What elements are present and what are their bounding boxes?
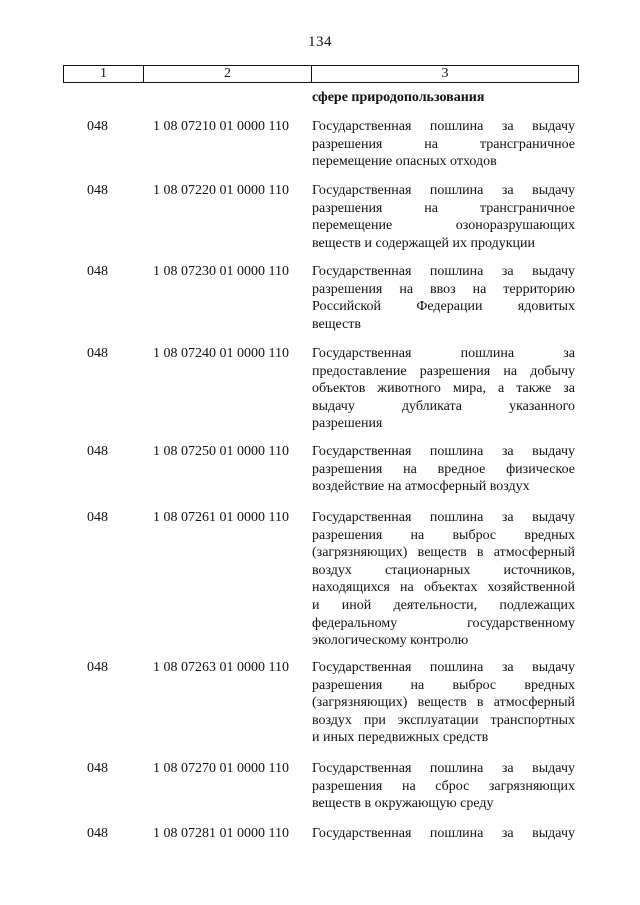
budget-classification-code: 1 08 07220 01 0000 110 — [153, 183, 289, 198]
description-line: перемещение озоноразрушающих — [312, 218, 575, 234]
description-line: перемещение опасных отходов — [312, 154, 497, 170]
description-line: веществ в окружающую среду — [312, 796, 494, 812]
description-line: объектов животного мира, а также за — [312, 381, 575, 397]
budget-classification-code: 1 08 07263 01 0000 110 — [153, 660, 289, 675]
admin-code: 048 — [87, 119, 108, 134]
description-line: разрешения на ввоз на территорию — [312, 281, 575, 297]
admin-code: 048 — [87, 444, 108, 459]
description-line: Государственная пошлина за выдачу — [312, 119, 575, 134]
description-line: Российской Федерации ядовитых — [312, 299, 575, 315]
description-line: Государственная пошлина за выдачу — [312, 826, 575, 841]
admin-code: 048 — [87, 660, 108, 675]
page-number: 134 — [308, 34, 332, 50]
description-line: разрешения — [312, 416, 383, 432]
admin-code: 048 — [87, 183, 108, 198]
description-line: разрешения на трансграничное — [312, 200, 575, 216]
admin-code: 048 — [87, 826, 108, 841]
description-line: (загрязняющих) веществ в атмосферный — [312, 695, 575, 711]
description-line: Государственная пошлина за выдачу — [312, 444, 575, 459]
income-description — [312, 509, 575, 650]
admin-code: 048 — [87, 346, 108, 361]
description-line: Государственная пошлина за выдачу — [312, 264, 575, 279]
description-line: выдачу дубликата указанного — [312, 398, 575, 414]
budget-classification-code: 1 08 07230 01 0000 110 — [153, 264, 289, 279]
continuation-text: сфере природопользования — [312, 90, 485, 105]
description-line: Государственная пошлина за выдачу — [312, 510, 575, 525]
income-description — [312, 443, 575, 496]
description-line: экологическому контролю — [312, 633, 469, 649]
income-description — [312, 118, 575, 171]
income-description — [312, 263, 575, 333]
description-line: Государственная пошлина за — [312, 346, 575, 361]
description-line: веществ и содержащей их продукции — [312, 235, 536, 251]
description-line: разрешения на трансграничное — [312, 136, 575, 152]
table-header — [63, 65, 579, 83]
income-description — [312, 659, 575, 747]
budget-classification-code: 1 08 07261 01 0000 110 — [153, 510, 289, 525]
description-line: разрешения на выброс вредных — [312, 677, 575, 693]
description-line: федеральному государственному — [312, 615, 575, 631]
admin-code: 048 — [87, 761, 108, 776]
header-col-2: 2 — [144, 66, 312, 82]
description-line: находящихся на объектах хозяйственной — [312, 580, 575, 596]
description-line: Государственная пошлина за выдачу — [312, 660, 575, 675]
header-col-3: 3 — [441, 66, 449, 81]
description-line: и иных передвижных средств — [312, 730, 489, 746]
income-description — [312, 760, 575, 813]
description-line: разрешения на вредное физическое — [312, 461, 575, 477]
budget-classification-code: 1 08 07270 01 0000 110 — [153, 761, 289, 776]
description-line: воздействие на атмосферный воздух — [312, 479, 530, 495]
description-line: веществ — [312, 316, 362, 332]
description-line: воздух стационарных источников, — [312, 562, 575, 578]
income-description — [312, 182, 575, 252]
admin-code: 048 — [87, 510, 108, 525]
budget-classification-code: 1 08 07240 01 0000 110 — [153, 346, 289, 361]
income-description — [312, 825, 575, 843]
description-line: предоставление разрешения на добычу — [312, 363, 575, 379]
budget-classification-code: 1 08 07281 01 0000 110 — [153, 826, 289, 841]
description-line: воздух при эксплуатации транспортных — [312, 712, 575, 728]
description-line: и иной деятельности, подлежащих — [312, 597, 575, 613]
description-line: (загрязняющих) веществ в атмосферный — [312, 545, 575, 561]
header-col-1: 1 — [64, 66, 144, 82]
description-line: разрешения на сброс загрязняющих — [312, 778, 575, 794]
description-line: разрешения на выброс вредных — [312, 527, 575, 543]
income-description — [312, 345, 575, 433]
budget-classification-code: 1 08 07210 01 0000 110 — [153, 119, 289, 134]
admin-code: 048 — [87, 264, 108, 279]
budget-classification-code: 1 08 07250 01 0000 110 — [153, 444, 289, 459]
description-line: Государственная пошлина за выдачу — [312, 183, 575, 198]
description-line: Государственная пошлина за выдачу — [312, 761, 575, 776]
